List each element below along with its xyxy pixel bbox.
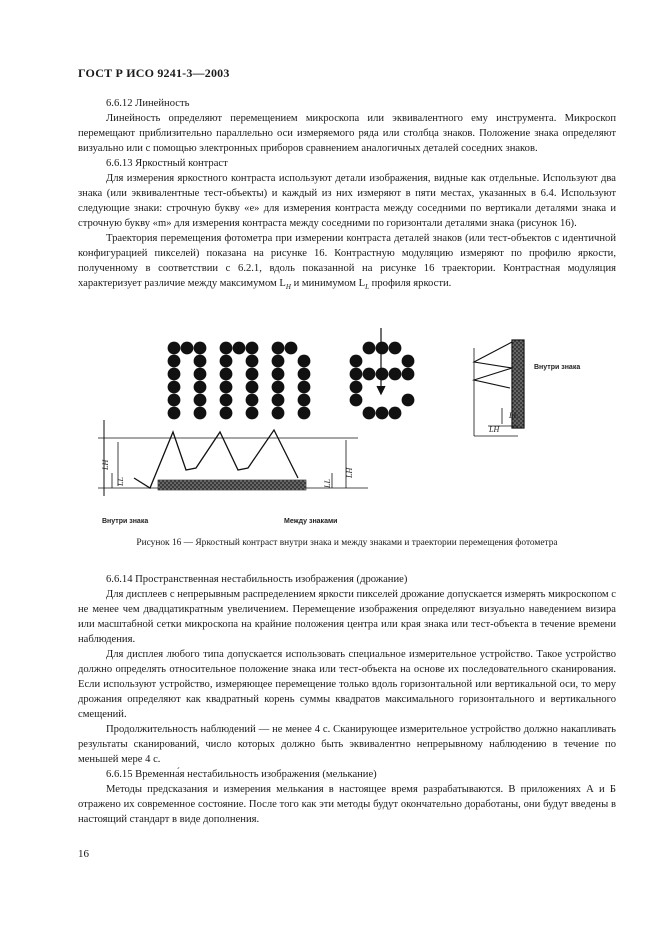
matrix-dot bbox=[363, 407, 376, 420]
matrix-dot bbox=[194, 342, 207, 355]
label-inside-character: Внутри знака bbox=[102, 518, 149, 525]
matrix-dot bbox=[246, 381, 259, 394]
matrix-dot bbox=[233, 342, 246, 355]
section-jitter bbox=[78, 572, 616, 827]
matrix-dot bbox=[168, 368, 181, 381]
matrix-dot bbox=[363, 368, 376, 381]
section-linearity bbox=[78, 96, 616, 295]
section-heading-contrast: 6.6.13 Яркостный контраст bbox=[106, 158, 228, 169]
matrix-dot bbox=[168, 381, 181, 394]
dot-matrix-characters bbox=[168, 342, 415, 420]
matrix-dot bbox=[402, 355, 415, 368]
matrix-dot bbox=[246, 394, 259, 407]
matrix-dot bbox=[389, 368, 402, 381]
axis-label-lh-right: LH bbox=[345, 467, 354, 478]
label-between-characters: Между знаками bbox=[284, 518, 338, 525]
matrix-dot bbox=[272, 368, 285, 381]
matrix-dot bbox=[220, 342, 233, 355]
photometer-path-vertical bbox=[377, 328, 385, 394]
label-inside-character-right: Внутри знака bbox=[534, 364, 581, 371]
axis-label-ll-left: LL bbox=[116, 477, 125, 486]
matrix-dot bbox=[389, 407, 402, 420]
matrix-dot bbox=[272, 407, 285, 420]
axis-label-ll-right: LL bbox=[323, 479, 332, 488]
matrix-dot bbox=[350, 368, 363, 381]
matrix-dot bbox=[389, 342, 402, 355]
section-heading-flicker: 6.6.15 Временна́я нестабильность изображения (мелькание) bbox=[106, 769, 377, 780]
paragraph-flicker: Методы предсказания и измерения мелькания в настоящее время разрабатываются. В приложениях А и Б отражено их современное состояние. После того как эти методы будут окончательно доработаны, они будут введены в настоящий стандарт в виде дополнения. bbox=[78, 784, 616, 825]
matrix-dot bbox=[194, 407, 207, 420]
matrix-dot bbox=[220, 355, 233, 368]
axis-label-lh-left: LH bbox=[101, 459, 110, 470]
paragraph-contrast-2: Траектория перемещения фотометра при измерении контраста деталей знаков (или тест-объектов с идентичной конфигурацией пикселей) показана на рисунке 16. Контрастную модуляцию измеряют по профилю яркости, полученному в соответствии с 6.2.1, вдоль показанной на рисунке 16 траектории. Контрастная модуляция характеризует различие между максимумом $L_H$ и минимумом $L_L$ профиля яркости. bbox=[78, 233, 616, 292]
matrix-dot bbox=[376, 407, 389, 420]
matrix-dot bbox=[181, 342, 194, 355]
axis-label-ll-top: LL bbox=[509, 411, 518, 420]
matrix-dot bbox=[246, 407, 259, 420]
section-heading-linearity: 6.6.12 Линейность bbox=[106, 98, 190, 109]
figure-16-drawing bbox=[78, 318, 618, 532]
matrix-dot bbox=[298, 407, 311, 420]
matrix-dot bbox=[168, 394, 181, 407]
paragraph-jitter-2: Для дисплея любого типа допускается использовать специальное измерительное устройство. Такое устройство должно определять относительное положение знака или тест-объекта на основе их последовательного сканирования. Если используют устройство, измеряющее перемещение только вдоль горизонтальной или вертикальной оси, то меру дрожания определяют как квадратный корень суммы квадратов максимального горизонтального и вертикального смещений. bbox=[78, 649, 616, 720]
section-heading-jitter: 6.6.14 Пространственная нестабильность изображения (дрожание) bbox=[106, 574, 408, 585]
matrix-dot bbox=[376, 342, 389, 355]
matrix-dot bbox=[402, 394, 415, 407]
matrix-dot bbox=[272, 342, 285, 355]
matrix-dot bbox=[285, 342, 298, 355]
matrix-dot bbox=[272, 394, 285, 407]
matrix-dot bbox=[168, 407, 181, 420]
paragraph-contrast-1: Для измерения яркостного контраста используют детали изображения, видные как отдельные. Используют два знака (или эквивалентные тест-объекты) и каждый из них измеряют в пяти местах, указанных в 6.4. Используют следующие знаки: строчную букву «е» для измерения контраста между соседними по вертикали деталями знака и строчную букву «m» для измерения контраста между соседними по горизонтали деталями знака (рисунок 16). bbox=[78, 173, 616, 229]
matrix-dot bbox=[298, 368, 311, 381]
matrix-dot bbox=[350, 355, 363, 368]
matrix-dot bbox=[363, 342, 376, 355]
figure-16 bbox=[78, 318, 618, 532]
figure-caption: Рисунок 16 — Яркостный контраст внутри знака и между знаками и траектории перемещения фотометра bbox=[136, 538, 558, 548]
matrix-dot bbox=[220, 368, 233, 381]
matrix-dot bbox=[246, 368, 259, 381]
matrix-dot bbox=[194, 355, 207, 368]
matrix-dot bbox=[272, 355, 285, 368]
matrix-dot bbox=[298, 394, 311, 407]
matrix-dot bbox=[350, 394, 363, 407]
paragraph-jitter-1: Для дисплеев с непрерывным распределением яркости пикселей дрожание допускается измерять микроскопом с не менее чем двадцатикратным увеличением. Перемещение изображения определяют визуально наведением визира или масштабной сетки микроскопа на крайние положения центра или края знака или тест-объекта в течение времени наблюдения. bbox=[78, 589, 616, 645]
matrix-dot bbox=[220, 381, 233, 394]
matrix-dot bbox=[168, 355, 181, 368]
luminance-profile-right bbox=[474, 340, 524, 436]
document-header: ГОСТ Р ИСО 9241-3—2003 bbox=[78, 66, 230, 80]
matrix-dot bbox=[194, 394, 207, 407]
paragraph-jitter-3: Продолжительность наблюдений — не менее 4 с. Сканирующее измерительное устройство должно накапливать результаты сканирований, число которых должно быть эквивалентно непрерывному наблюдению в течение по меньшей мере 4 с. bbox=[78, 724, 616, 765]
paragraph-linearity: Линейность определяют перемещением микроскопа или эквивалентного ему инструмента. Микроскоп перемещают приблизительно параллельно оси измеряемого ряда или столбца знаков. Положение знака определяют визуально или с помощью электронных приборов сравнением аналогичных деталей соседних знаков. bbox=[78, 113, 616, 154]
matrix-dot bbox=[246, 342, 259, 355]
matrix-dot bbox=[194, 381, 207, 394]
matrix-dot bbox=[298, 381, 311, 394]
matrix-dot bbox=[220, 407, 233, 420]
matrix-dot bbox=[220, 394, 233, 407]
page-number: 16 bbox=[78, 848, 89, 860]
matrix-dot bbox=[350, 381, 363, 394]
matrix-dot bbox=[298, 355, 311, 368]
matrix-dot bbox=[168, 342, 181, 355]
matrix-dot bbox=[246, 355, 259, 368]
matrix-dot bbox=[402, 368, 415, 381]
matrix-dot bbox=[194, 368, 207, 381]
matrix-dot bbox=[272, 381, 285, 394]
axis-label-lh-top: LH bbox=[489, 425, 500, 434]
matrix-dot bbox=[376, 368, 389, 381]
